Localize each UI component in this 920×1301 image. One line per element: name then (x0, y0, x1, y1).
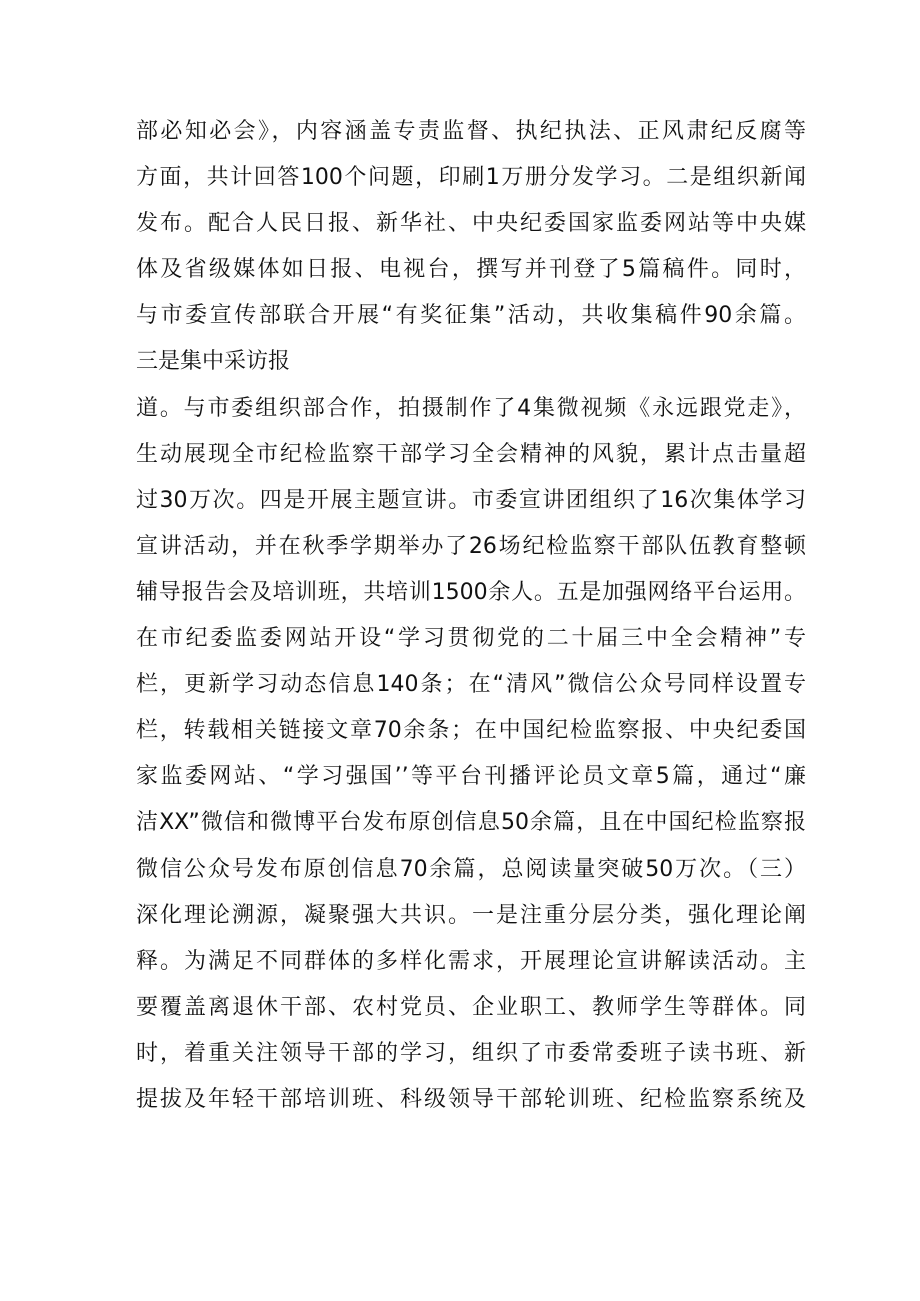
text-line-21: 时，着重关注领导干部的学习，组织了市委常委班子读书班、新 (136, 1040, 806, 1066)
text-line-15: 家监委网站、“学习强国’’等平台刊播评论员文章5篇，通过“廉 (136, 764, 806, 790)
text-line-11: 辅导报告会及培训班，共培训1500余人。五是加强网络平台运用。 (136, 579, 806, 605)
text-line-20: 要覆盖离退休干部、农村党员、企业职工、教师学生等群体。同 (136, 994, 806, 1020)
text-line-18: 深化理论溯源，凝聚强大共识。一是注重分层分类，强化理论阐 (136, 902, 806, 928)
text-line-4: 体及省级媒体如日报、电视台，撰写并刊登了5篇稿件。同时， (136, 257, 806, 283)
text-line-13: 栏，更新学习动态信息140条；在“清风”微信公众号同样设置专 (136, 672, 806, 698)
text-line-2: 方面，共计回答100个问题，印刷1万册分发学习。二是组织新闻 (136, 165, 806, 191)
text-line-19: 释。为满足不同群体的多样化需求，开展理论宣讲解读活动。主 (136, 948, 806, 974)
text-line-17: 微信公众号发布原创信息70余篇，总阅读量突破50万次。（三） (136, 856, 806, 882)
text-line-14: 栏，转载相关链接文章70余条；在中国纪检监察报、中央纪委国 (136, 718, 806, 744)
text-line-10: 宣讲活动，并在秋季学期举办了26场纪检监察干部队伍教育整顿 (136, 533, 806, 559)
text-line-22: 提拔及年轻干部培训班、科级领导干部轮训班、纪检监察系统及 (136, 1086, 806, 1112)
body-text (136, 109, 806, 1123)
text-line-12: 在市纪委监委网站开设“学习贯彻党的二十届三中全会精神”专 (136, 626, 806, 652)
text-line-9: 过30万次。四是开展主题宣讲。市委宣讲团组织了16次集体学习 (136, 487, 806, 513)
text-line-3: 发布。配合人民日报、新华社、中央纪委国家监委网站等中央媒 (136, 211, 806, 237)
text-line-1: 部必知必会》，内容涵盖专责监督、执纪执法、正风肃纪反腐等 (136, 119, 806, 144)
text-line-16: 洁XX”微信和微博平台发布原创信息50余篇，且在中国纪检监察报 (136, 810, 806, 836)
text-line-8: 生动展现全市纪检监察干部学习全会精神的风貌，累计点击量超 (136, 441, 806, 467)
text-line-7: 道。与市委组织部合作，拍摄制作了4集微视频《永远跟党走》， (136, 395, 806, 421)
text-line-5: 与市委宣传部联合开展“有奖征集”活动，共收集稿件90余篇。 (136, 303, 806, 329)
text-line-6: 三是集中采访报 (136, 349, 291, 375)
